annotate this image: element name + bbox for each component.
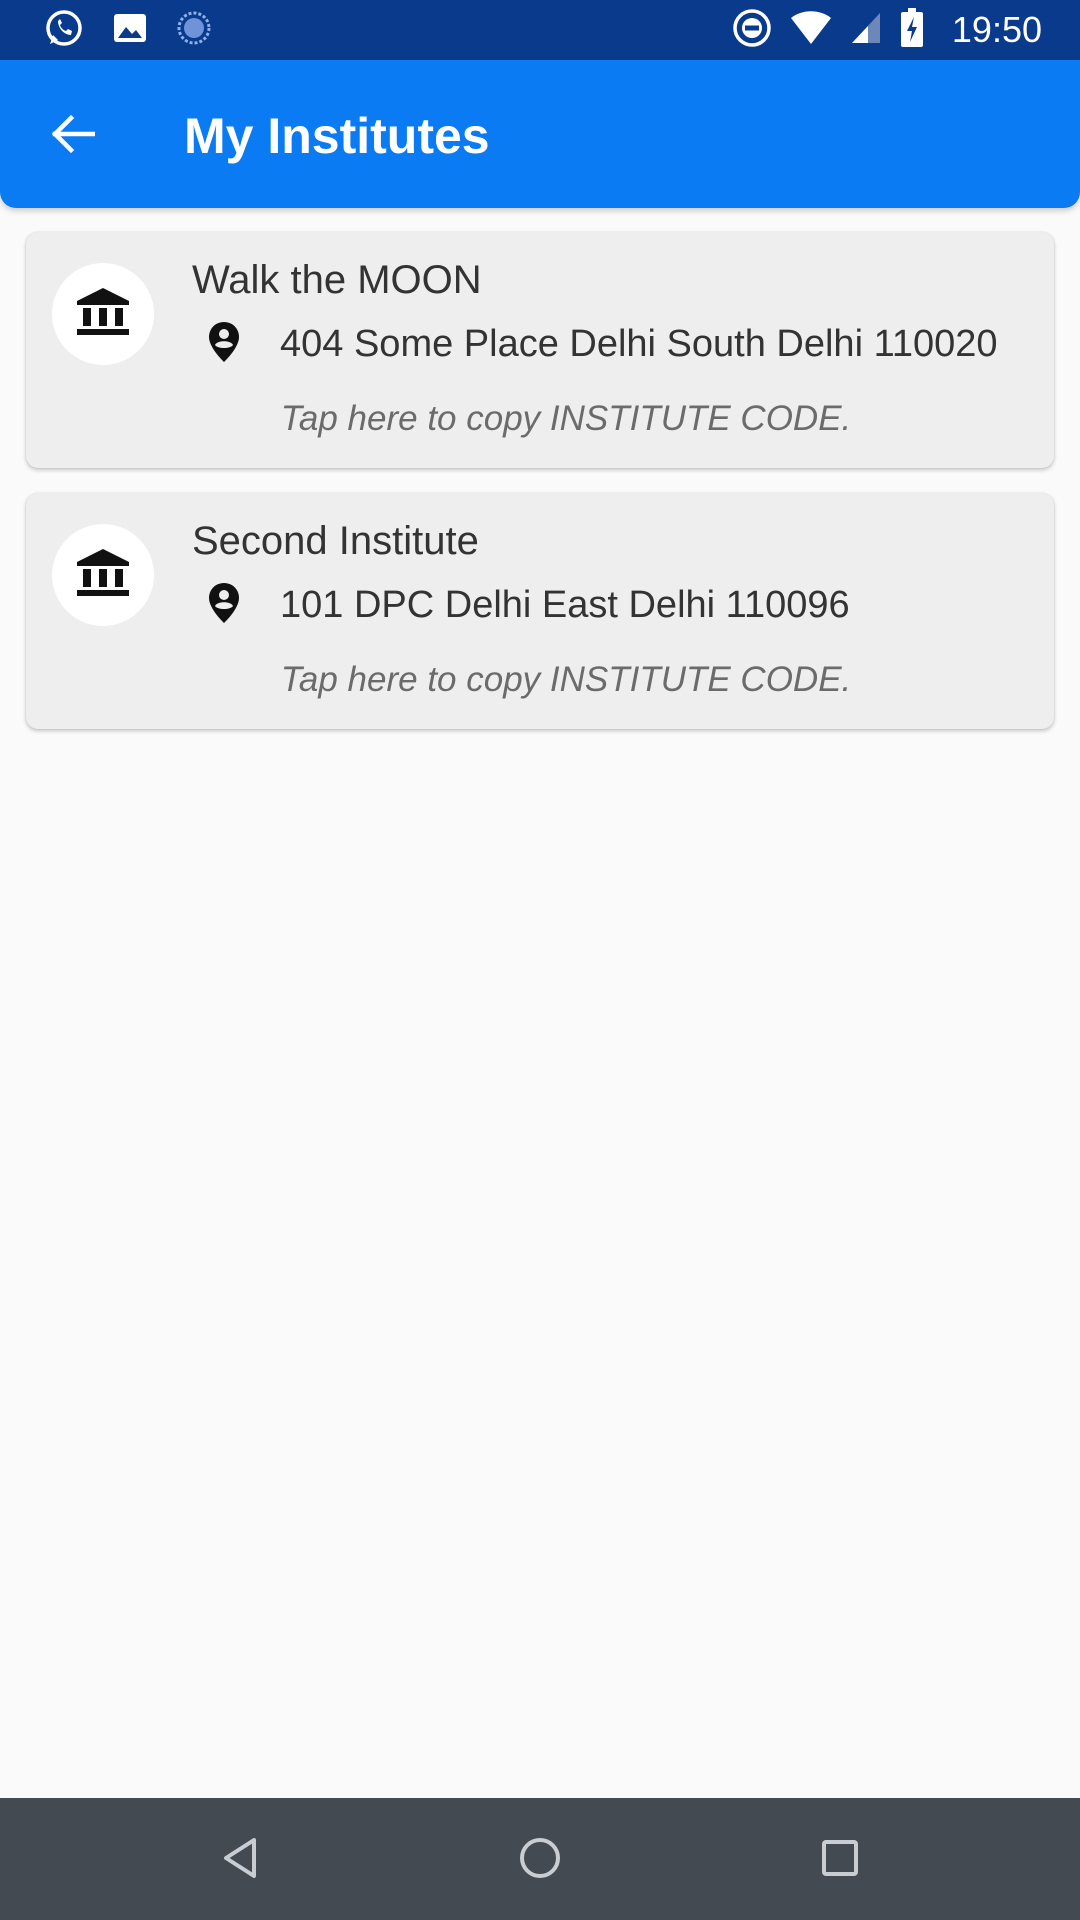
status-bar [0,0,1080,60]
copy-code-hint[interactable]: Tap here to copy INSTITUTE CODE. [280,399,852,438]
home-circle-icon [518,1836,562,1885]
arrow-left-icon [49,114,95,159]
institute-name: Walk the MOON [192,258,482,302]
institute-card[interactable] [26,493,1054,729]
system-icons [732,10,1042,50]
back-button[interactable] [36,100,108,172]
battery-charging-icon [900,8,924,53]
status-time: 19:50 [951,9,1042,50]
image-icon [112,10,148,51]
navigation-bar [0,1798,1080,1920]
whatsapp-icon [44,8,84,53]
institute-address: 101 DPC Delhi East Delhi 110096 [280,584,850,626]
institute-name: Second Institute [192,519,479,563]
back-triangle-icon [220,1836,260,1885]
institute-list [26,232,1054,754]
location-pin-icon [206,320,242,364]
copy-code-hint[interactable]: Tap here to copy INSTITUTE CODE. [280,660,852,699]
institute-avatar [52,524,154,626]
nav-home-button[interactable] [508,1828,572,1892]
signal-icon [850,11,882,50]
nav-recents-button[interactable] [808,1828,872,1892]
bank-icon [75,284,131,345]
sync-icon [176,10,212,51]
notification-icons [44,10,212,50]
wifi-icon [790,10,832,51]
institute-card[interactable] [26,232,1054,468]
bank-icon [75,545,131,606]
institute-avatar [52,263,154,365]
do-not-disturb-icon [732,8,772,53]
location-pin-icon [206,581,242,625]
recents-square-icon [820,1838,860,1883]
app-bar [0,60,1080,208]
page-title: My Institutes [184,108,490,164]
nav-back-button[interactable] [208,1828,272,1892]
institute-address: 404 Some Place Delhi South Delhi 110020 [280,323,998,365]
